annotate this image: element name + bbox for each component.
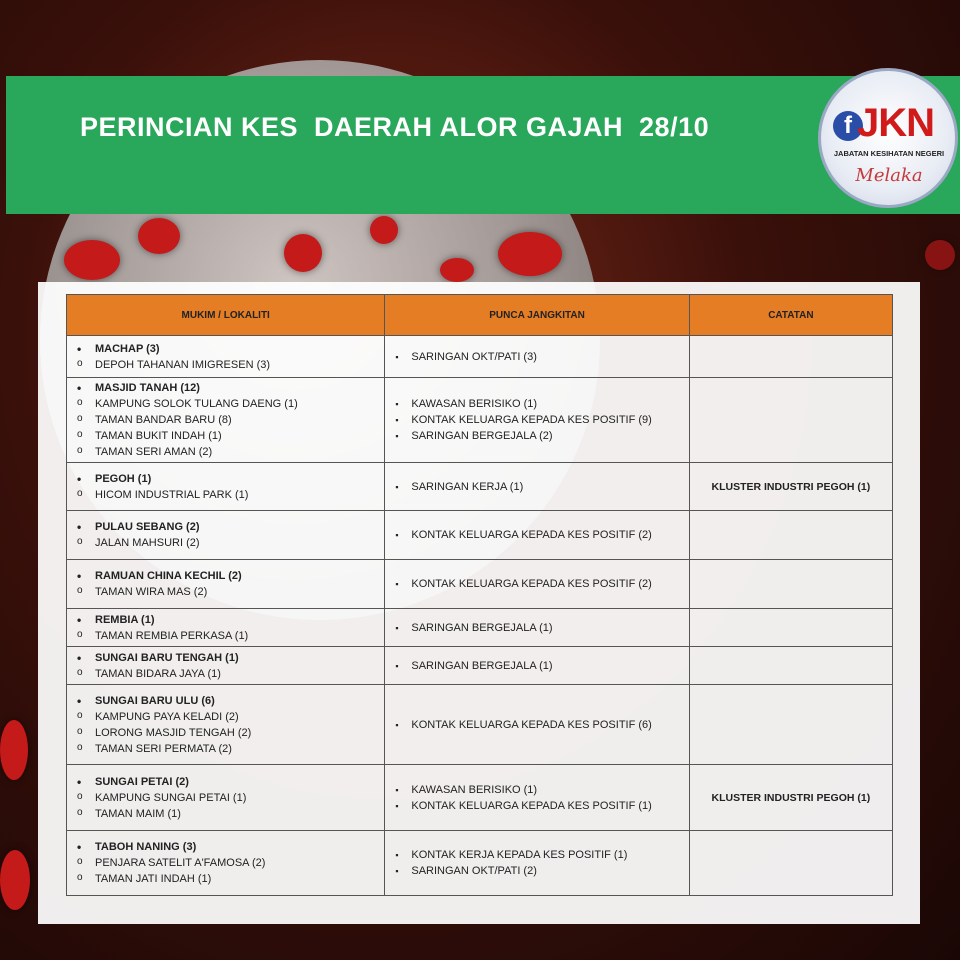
- source-item: ▪ SARINGAN KERJA (1): [395, 479, 688, 495]
- column-header-mukim: MUKIM / LOKALITI: [67, 295, 385, 336]
- note-cell: KLUSTER INDUSTRI PEGOH (1): [689, 765, 892, 831]
- logo-state: Melaka: [855, 165, 923, 186]
- locality-item: o TAMAN BIDARA JAYA (1): [77, 666, 384, 682]
- mukim-name: • REMBIA (1): [77, 612, 384, 628]
- locality-item: o KAMPUNG PAYA KELADI (2): [77, 709, 384, 725]
- table-row: [67, 511, 893, 560]
- table-row: [67, 765, 893, 831]
- background-virus-particle: [498, 232, 562, 276]
- locality-item: o TAMAN BUKIT INDAH (1): [77, 428, 384, 444]
- background-virus-particle: [64, 240, 120, 280]
- source-cell: [385, 765, 689, 831]
- background-virus-particle: [925, 240, 955, 270]
- logo-subtitle: JABATAN KESIHATAN NEGERI: [833, 149, 945, 158]
- table-row: [67, 463, 893, 511]
- source-item: ▪ KAWASAN BERISIKO (1): [395, 396, 688, 412]
- note-cell: [689, 511, 892, 560]
- locality-item: o JALAN MAHSURI (2): [77, 535, 384, 551]
- mukim-name: • PULAU SEBANG (2): [77, 519, 384, 535]
- source-cell: [385, 560, 689, 609]
- source-item: ▪ SARINGAN BERGEJALA (1): [395, 658, 688, 674]
- locality-item: o PENJARA SATELIT A'FAMOSA (2): [77, 855, 384, 871]
- locality-item: o TAMAN BANDAR BARU (8): [77, 412, 384, 428]
- column-header-punca: PUNCA JANGKITAN: [385, 295, 689, 336]
- column-header-catatan: CATATAN: [689, 295, 892, 336]
- mukim-cell: [67, 336, 385, 378]
- locality-item: o DEPOH TAHANAN IMIGRESEN (3): [77, 357, 384, 373]
- source-item: ▪ KAWASAN BERISIKO (1): [395, 782, 688, 798]
- facebook-icon: f: [833, 111, 863, 141]
- source-cell: [385, 511, 689, 560]
- mukim-cell: [67, 560, 385, 609]
- note-cell: [689, 685, 892, 765]
- mukim-name: • RAMUAN CHINA KECHIL (2): [77, 568, 384, 584]
- table-header-row: [67, 295, 893, 336]
- table-row: [67, 336, 893, 378]
- mukim-name: • MACHAP (3): [77, 341, 384, 357]
- locality-item: o KAMPUNG SUNGAI PETAI (1): [77, 790, 384, 806]
- logo-name: JKN: [857, 101, 935, 145]
- source-item: ▪ KONTAK KELUARGA KEPADA KES POSITIF (9): [395, 412, 688, 428]
- table-row: [67, 560, 893, 609]
- title-banner: [6, 76, 960, 214]
- source-cell: [385, 685, 689, 765]
- source-cell: [385, 831, 689, 896]
- locality-item: o TAMAN SERI PERMATA (2): [77, 741, 384, 757]
- source-cell: [385, 336, 689, 378]
- mukim-cell: [67, 647, 385, 685]
- background-virus-particle: [138, 218, 180, 254]
- locality-item: o HICOM INDUSTRIAL PARK (1): [77, 487, 384, 503]
- source-cell: [385, 463, 689, 511]
- table-row: [67, 378, 893, 463]
- source-item: ▪ KONTAK KELUARGA KEPADA KES POSITIF (2): [395, 527, 688, 543]
- table-row: [67, 609, 893, 647]
- locality-item: o TAMAN JATI INDAH (1): [77, 871, 384, 887]
- locality-item: o KAMPUNG SOLOK TULANG DAENG (1): [77, 396, 384, 412]
- page-title: PERINCIAN KES DAERAH ALOR GAJAH 28/10: [80, 112, 710, 142]
- source-item: ▪ KONTAK KELUARGA KEPADA KES POSITIF (6): [395, 717, 688, 733]
- source-item: ▪ SARINGAN OKT/PATI (3): [395, 349, 688, 365]
- mukim-name: • SUNGAI PETAI (2): [77, 774, 384, 790]
- mukim-cell: [67, 463, 385, 511]
- note-cell: KLUSTER INDUSTRI PEGOH (1): [689, 463, 892, 511]
- note-cell: [689, 560, 892, 609]
- note-cell: [689, 336, 892, 378]
- mukim-name: • SUNGAI BARU ULU (6): [77, 693, 384, 709]
- locality-item: o LORONG MASJID TENGAH (2): [77, 725, 384, 741]
- mukim-name: • SUNGAI BARU TENGAH (1): [77, 650, 384, 666]
- background-virus-particle: [0, 850, 30, 910]
- locality-item: o TAMAN SERI AMAN (2): [77, 444, 384, 460]
- mukim-cell: [67, 378, 385, 463]
- mukim-cell: [67, 831, 385, 896]
- source-cell: [385, 647, 689, 685]
- mukim-cell: [67, 685, 385, 765]
- source-cell: [385, 378, 689, 463]
- cases-table: [66, 294, 893, 896]
- table-row: [67, 647, 893, 685]
- note-cell: [689, 378, 892, 463]
- locality-item: o TAMAN REMBIA PERKASA (1): [77, 628, 384, 644]
- mukim-name: • TABOH NANING (3): [77, 839, 384, 855]
- mukim-cell: [67, 765, 385, 831]
- locality-item: o TAMAN MAIM (1): [77, 806, 384, 822]
- source-item: ▪ KONTAK KELUARGA KEPADA KES POSITIF (2): [395, 576, 688, 592]
- table-row: [67, 831, 893, 896]
- background-virus-particle: [0, 720, 28, 780]
- source-item: ▪ KONTAK KERJA KEPADA KES POSITIF (1): [395, 847, 688, 863]
- background-virus-particle: [370, 216, 398, 244]
- jkn-logo: [818, 68, 958, 208]
- mukim-cell: [67, 609, 385, 647]
- note-cell: [689, 647, 892, 685]
- mukim-name: • MASJID TANAH (12): [77, 380, 384, 396]
- source-item: ▪ KONTAK KELUARGA KEPADA KES POSITIF (1): [395, 798, 688, 814]
- source-item: ▪ SARINGAN OKT/PATI (2): [395, 863, 688, 879]
- locality-item: o TAMAN WIRA MAS (2): [77, 584, 384, 600]
- table-row: [67, 685, 893, 765]
- background-virus-particle: [284, 234, 322, 272]
- mukim-name: • PEGOH (1): [77, 471, 384, 487]
- source-cell: [385, 609, 689, 647]
- background-virus-particle: [440, 258, 474, 282]
- source-item: ▪ SARINGAN BERGEJALA (2): [395, 428, 688, 444]
- note-cell: [689, 609, 892, 647]
- mukim-cell: [67, 511, 385, 560]
- note-cell: [689, 831, 892, 896]
- source-item: ▪ SARINGAN BERGEJALA (1): [395, 620, 688, 636]
